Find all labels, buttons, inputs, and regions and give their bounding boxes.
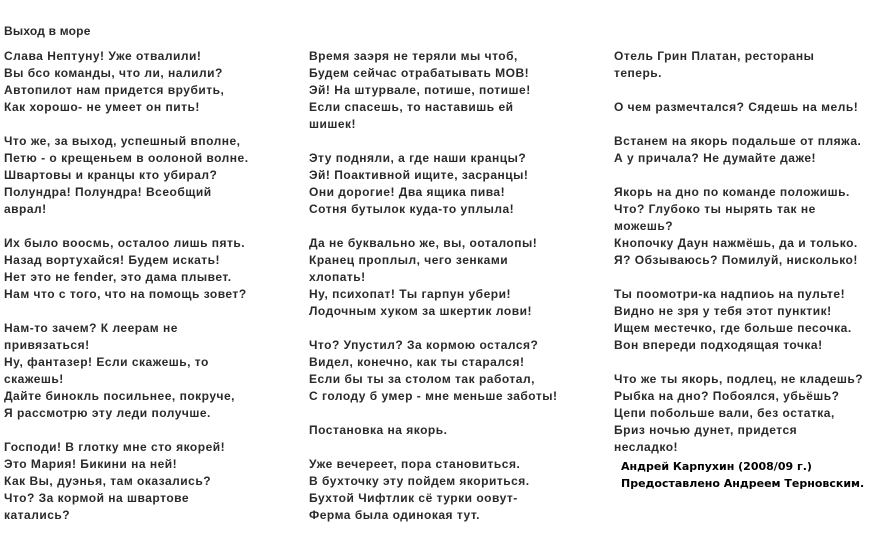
stanza <box>309 456 599 524</box>
poem-line: теперь. <box>614 66 663 80</box>
poem-line: Ты поомотри-ка надпиоь на пульте! <box>614 287 846 301</box>
poem-line: можешь? <box>614 219 674 233</box>
poem-line: Кранец проплыл, чего зенками <box>309 253 509 267</box>
poem-line: Что? За кормой на швартове <box>4 491 190 505</box>
poem-line: Ну, фантазер! Если скажешь, то <box>4 355 209 369</box>
poem-column-2 <box>309 48 599 541</box>
stanza <box>309 337 599 405</box>
poem-line: Эй! Поактивной ищите, засранцы! <box>309 168 529 182</box>
credits-author: Андрей Карпухин (2008/09 г.) <box>621 460 812 473</box>
poem-line: Видел, конечно, как ты старался! <box>309 355 525 369</box>
poem-line: Господи! В глотку мне сто якорей! <box>4 440 226 454</box>
poem-line: Вы бсо команды, что ли, налили? <box>4 66 223 80</box>
poem-line: Да не буквально же, вы, ооталопы! <box>309 236 538 250</box>
poem-line: Будем сейчас отрабатывать МОВ! <box>309 66 530 80</box>
stanza <box>309 150 599 218</box>
poem-line: Бухтой Чифтлик cё турки оовут- <box>309 491 518 505</box>
poem-line: Это Мария! Бикини на ней! <box>4 457 178 471</box>
poem-line: О чем размечтался? Сядешь на мель! <box>614 100 859 114</box>
poem-line: Они дорогие! Два ящика пива! <box>309 185 506 199</box>
poem-line: Швартовы и кранцы кто убирал? <box>4 168 218 182</box>
stanza <box>614 371 884 456</box>
poem-line: Как Вы, дуэнья, там оказались? <box>4 474 212 488</box>
stanza <box>4 439 289 524</box>
poem-line: Постановка на якорь. <box>309 423 448 437</box>
stanza <box>309 48 599 133</box>
stanza <box>4 320 289 422</box>
poem-title: Выход в море <box>4 24 91 38</box>
stanza <box>614 133 884 167</box>
poem-line: Ферма была одинокая тут. <box>309 508 481 522</box>
poem-column-3 <box>614 48 884 473</box>
poem-line: Якорь на дно по команде положишь. <box>614 185 850 199</box>
poem-line: хлопать! <box>309 270 366 284</box>
poem-line: Назад вортухайся! Будем искать! <box>4 253 221 267</box>
poem-line: Ну, психопат! Ты гарпун убери! <box>309 287 511 301</box>
poem-line: Видно не зря у тебя этот пунктик! <box>614 304 832 318</box>
poem-line: шишек! <box>309 117 357 131</box>
poem-line: Полундра! Полундра! Всеобщий <box>4 185 212 199</box>
stanza <box>4 133 289 218</box>
poem-line: Ищем местечко, где больше песочка. <box>614 321 852 335</box>
poem-line: Что? Глубоко ты нырять так не <box>614 202 816 216</box>
poem-line: Нет это не fender, это дама плывет. <box>4 270 232 284</box>
poem-line: Нам что с того, что на помощь зовет? <box>4 287 247 301</box>
poem-line: Автопилот нам придется врубить, <box>4 83 225 97</box>
poem-line: Рыбка на дно? Побоялся, убьёшь? <box>614 389 840 403</box>
poem-column-1 <box>4 48 289 541</box>
stanza <box>4 48 289 116</box>
poem-line: Что? Упустил? За кормою остался? <box>309 338 539 352</box>
poem-line: А у причала? Не думайте даже! <box>614 151 816 165</box>
poem-line: В бухточку эту пойдем якориться. <box>309 474 530 488</box>
poem-line: привязаться! <box>4 338 90 352</box>
poem-line: Эту подняли, а где наши кранцы? <box>309 151 527 165</box>
poem-line: Слава Нептуну! Уже отвалили! <box>4 49 202 63</box>
poem-line: Цепи побольше вали, без остатка, <box>614 406 835 420</box>
poem-line: Что же, за выход, успешный вполне, <box>4 134 241 148</box>
poem-line: Бриз ночью дунет, придется <box>614 423 798 437</box>
stanza <box>309 422 599 439</box>
poem-line: Эй! На штурвале, потише, потише! <box>309 83 531 97</box>
poem-line: Лодочным хуком за шкертик лови! <box>309 304 532 318</box>
poem-line: скажешь! <box>4 372 64 386</box>
poem-line: Если бы ты за столом так работал, <box>309 372 535 386</box>
poem-line: несладко! <box>614 440 679 454</box>
poem-line: Петю - о крещеньем в оолоной волне. <box>4 151 249 165</box>
poem-line: Я рассмотрю эту леди получше. <box>4 406 211 420</box>
stanza <box>309 235 599 320</box>
poem-line: Как хорошо- не умеет он пить! <box>4 100 200 114</box>
stanza <box>614 286 884 354</box>
poem-line: Если спасешь, то наставишь ей <box>309 100 514 114</box>
credits-provided: Предоставлено Андреем Терновским. <box>621 477 865 490</box>
poem-line: Дайте бинокль посильнее, покруче, <box>4 389 235 403</box>
poem-line: Сотня бутылок куда-то уплыла! <box>309 202 515 216</box>
poem-line: Уже вечереет, пора становиться. <box>309 457 521 471</box>
poem-line: аврал! <box>4 202 47 216</box>
poem-line: Я? Обзываюсь? Помилуй, нисколько! <box>614 253 858 267</box>
poem-line: Вон впереди подходящая точка! <box>614 338 823 352</box>
stanza <box>614 48 884 82</box>
poem-line: катались? <box>4 508 71 522</box>
poem-line: Их было воосмь, осталоо лишь пять. <box>4 236 246 250</box>
stanza <box>614 99 884 116</box>
poem-line: Кнопочку Даун нажмёшь, да и только. <box>614 236 858 250</box>
poem-line: Что же ты якорь, подлец, не кладешь? <box>614 372 864 386</box>
poem-line: Нам-то зачем? К леерам не <box>4 321 178 335</box>
credits <box>621 458 864 492</box>
poem-line: С голоду б умер - мне меньше заботы! <box>309 389 558 403</box>
stanza <box>4 235 289 303</box>
poem-line: Встанем на якорь подальше от пляжа. <box>614 134 862 148</box>
poem-line: Время заэря не теряли мы чтоб, <box>309 49 518 63</box>
poem-line: Отель Грин Платан, рестораны <box>614 49 815 63</box>
stanza <box>614 184 884 269</box>
